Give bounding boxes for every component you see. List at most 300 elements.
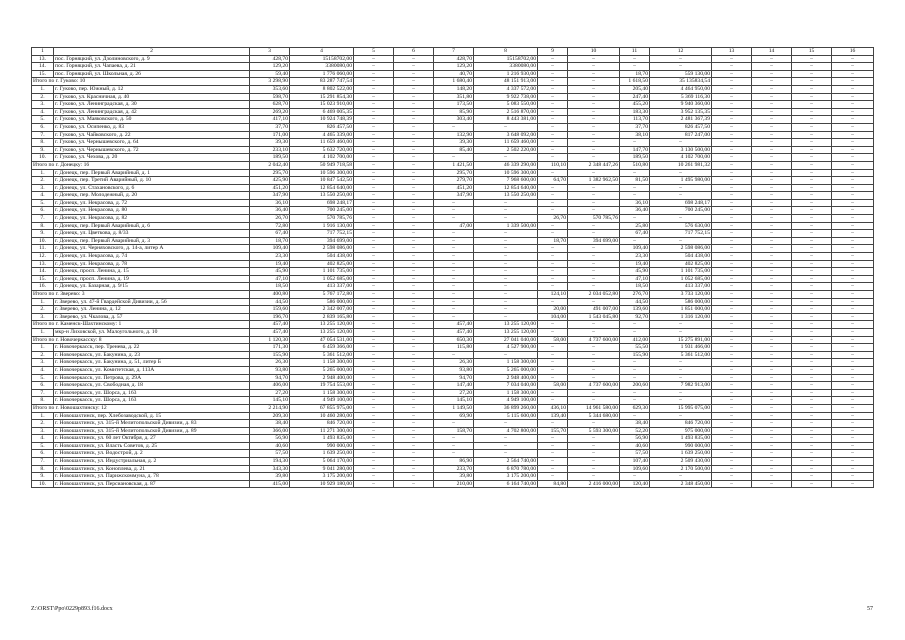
table-cell: 12 854 640,00	[290, 184, 354, 192]
table-cell: –	[538, 328, 568, 336]
table-cell: –	[354, 397, 394, 405]
table-cell: –	[620, 63, 650, 71]
table-cell: –	[434, 253, 474, 261]
address-cell: г. Новошахтинск, ул. 315-й Мелитопольской Дивизии, д. 83	[54, 420, 250, 428]
table-cell: –	[832, 245, 874, 253]
subtotal-row	[32, 291, 874, 299]
table-cell: –	[538, 260, 568, 268]
row-number-cell: 4.	[32, 192, 54, 200]
table-cell: –	[620, 473, 650, 481]
table-cell: 15158702,00	[474, 55, 538, 63]
table-cell: –	[568, 465, 620, 473]
table-row	[32, 458, 874, 466]
table-cell: 26,30	[434, 359, 474, 367]
table-cell: 27,20	[434, 389, 474, 397]
table-cell: 23,30	[620, 253, 650, 261]
table-cell: –	[354, 192, 394, 200]
table-cell: –	[538, 63, 568, 71]
table-cell: 69,90	[434, 412, 474, 420]
table-cell: –	[354, 389, 394, 397]
table-cell: 2 348 450,00	[650, 480, 712, 488]
table-cell: 107,40	[620, 458, 650, 466]
table-cell: –	[650, 63, 712, 71]
table-cell: 436,10	[538, 404, 568, 412]
address-cell: г. Донецк, ул. Некрасова, д. 78	[54, 260, 250, 268]
table-cell: –	[474, 420, 538, 428]
table-cell: –	[538, 199, 568, 207]
table-cell: –	[832, 184, 874, 192]
table-cell: –	[712, 260, 752, 268]
table-cell: –	[752, 389, 792, 397]
table-cell: –	[568, 199, 620, 207]
table-cell: –	[712, 101, 752, 109]
table-cell: –	[394, 268, 434, 276]
table-cell: 13 255 120,00	[290, 321, 354, 329]
table-cell: 36,40	[620, 207, 650, 215]
table-row	[32, 359, 874, 367]
table-cell: –	[568, 146, 620, 154]
row-number-cell: 9.	[32, 230, 54, 238]
table-cell: –	[712, 139, 752, 147]
table-cell: 2 516 870,00	[474, 108, 538, 116]
table-cell: –	[538, 321, 568, 329]
table-cell: –	[538, 442, 568, 450]
table-cell: 155,90	[250, 351, 290, 359]
row-number-cell: 8.	[32, 397, 54, 405]
row-number-cell: 13.	[32, 55, 54, 63]
table-cell: 1 421,50	[434, 161, 474, 169]
table-cell: –	[354, 351, 394, 359]
table-cell: –	[752, 199, 792, 207]
table-cell: 1 216 930,00	[474, 70, 538, 78]
table-cell: –	[568, 131, 620, 139]
table-cell: 85,40	[434, 146, 474, 154]
table-cell: –	[712, 359, 752, 367]
table-cell: –	[752, 207, 792, 215]
table-cell: 37,70	[620, 123, 650, 131]
table-cell: –	[354, 78, 394, 86]
table-cell: –	[538, 253, 568, 261]
table-cell: –	[474, 123, 538, 131]
column-number-cell: 14	[752, 48, 792, 56]
table-row	[32, 412, 874, 420]
table-cell: –	[752, 366, 792, 374]
table-cell: 15 291 854,30	[290, 93, 354, 101]
table-cell: 1 916 130,00	[290, 222, 354, 230]
table-cell: 155,70	[538, 427, 568, 435]
table-cell: –	[538, 55, 568, 63]
table-cell: 343,30	[250, 465, 290, 473]
row-number-cell: 6.	[32, 123, 54, 131]
address-cell: г. Гуково, ул. Чернышевского, д. 72	[54, 146, 250, 154]
table-cell: –	[354, 55, 394, 63]
table-cell: –	[792, 131, 832, 139]
address-cell: г. Донецк, пер. Третий Аварийный, д. 10	[54, 177, 250, 185]
table-cell: 40,60	[250, 442, 290, 450]
table-cell: –	[434, 420, 474, 428]
table-cell: –	[568, 245, 620, 253]
address-cell: г. Новочеркасск, ул. Шорса, д. 163	[54, 389, 250, 397]
table-cell: 47,00	[434, 222, 474, 230]
table-cell: –	[752, 275, 792, 283]
table-cell: –	[832, 389, 874, 397]
table-cell: –	[474, 291, 538, 299]
table-cell: –	[434, 298, 474, 306]
table-cell: 491 007,00	[568, 306, 620, 314]
table-cell: –	[474, 245, 538, 253]
row-number-cell: 12.	[32, 253, 54, 261]
table-cell: –	[832, 169, 874, 177]
table-cell: 45,90	[250, 268, 290, 276]
address-cell: мкр-н Лиховской, ул. Малоугольного, д. 10	[54, 328, 250, 336]
table-cell: –	[712, 70, 752, 78]
table-cell: 3 733 120,00	[650, 291, 712, 299]
table-cell: –	[538, 275, 568, 283]
table-cell: –	[568, 123, 620, 131]
table-cell: 5 593 300,00	[568, 427, 620, 435]
table-cell: –	[354, 253, 394, 261]
table-row	[32, 215, 874, 223]
table-cell: –	[394, 116, 434, 124]
address-cell: г. Зверево, ул. Ленина, д. 12	[54, 306, 250, 314]
table-cell: 6 870 780,00	[474, 465, 538, 473]
table-cell: –	[538, 268, 568, 276]
address-cell: пос. Горняцкий, ул. Школьная, д. 26	[54, 70, 250, 78]
table-cell: –	[752, 154, 792, 162]
row-number-cell: 3.	[32, 184, 54, 192]
table-cell: –	[650, 55, 712, 63]
table-cell: 35 135834,54	[650, 78, 712, 86]
table-cell: –	[354, 298, 394, 306]
table-cell: –	[832, 480, 874, 488]
table-cell: –	[752, 420, 792, 428]
table-cell: –	[752, 260, 792, 268]
table-cell: –	[712, 435, 752, 443]
table-cell: 38,40	[620, 420, 650, 428]
table-cell: 457,40	[434, 328, 474, 336]
column-number-cell: 5	[354, 48, 394, 56]
table-cell: 72,80	[250, 222, 290, 230]
table-cell: –	[752, 427, 792, 435]
table-cell: –	[538, 298, 568, 306]
table-cell: –	[792, 321, 832, 329]
table-cell: 413 337,00	[290, 283, 354, 291]
address-cell: г. Гуково, ул. Красничная, д. 40	[54, 93, 250, 101]
table-cell: –	[354, 63, 394, 71]
table-cell: –	[712, 93, 752, 101]
table-cell: –	[354, 268, 394, 276]
table-cell: –	[792, 146, 832, 154]
table-cell: –	[832, 101, 874, 109]
table-cell: –	[568, 351, 620, 359]
row-number-cell: 9.	[32, 146, 54, 154]
table-cell: 412,00	[620, 336, 650, 344]
table-cell: 415,00	[250, 480, 290, 488]
table-cell: –	[538, 78, 568, 86]
table-cell: –	[650, 192, 712, 200]
table-cell: –	[568, 85, 620, 93]
row-number-cell: 6.	[32, 450, 54, 458]
file-path: Z:\ORST\Ppo\0229p893.f16.docx	[31, 606, 113, 612]
table-row	[32, 473, 874, 481]
table-cell: 5 115 600,00	[474, 412, 538, 420]
table-cell: –	[792, 458, 832, 466]
table-cell: 147,70	[620, 146, 650, 154]
subtotal-row	[32, 161, 874, 169]
table-cell: 145,10	[250, 397, 290, 405]
table-cell: –	[394, 177, 434, 185]
row-number-cell: 8.	[32, 465, 54, 473]
table-cell: 295,70	[250, 169, 290, 177]
table-cell: –	[792, 85, 832, 93]
row-number-cell: 15.	[32, 275, 54, 283]
table-cell: –	[712, 344, 752, 352]
table-cell: 18,70	[538, 237, 568, 245]
table-row	[32, 442, 874, 450]
table-cell: 27 041 040,00	[474, 336, 538, 344]
table-cell: 269,20	[250, 108, 290, 116]
table-cell: –	[752, 359, 792, 367]
table-cell: –	[792, 473, 832, 481]
table-cell: –	[792, 245, 832, 253]
table-cell: –	[832, 359, 874, 367]
row-number-cell: 14.	[32, 268, 54, 276]
table-cell: –	[792, 313, 832, 321]
table-cell: 2 564 740,00	[474, 458, 538, 466]
table-cell: –	[712, 465, 752, 473]
table-cell: 10 929 180,00	[290, 480, 354, 488]
table-cell: 990 000,00	[650, 442, 712, 450]
table-cell: –	[792, 55, 832, 63]
table-cell: –	[620, 215, 650, 223]
table-row	[32, 245, 874, 253]
table-cell: –	[474, 268, 538, 276]
table-cell: 4 527 900,00	[474, 344, 538, 352]
table-cell: 846 720,00	[650, 420, 712, 428]
address-cell: г. Донецк, просп. Ленина, д. 19	[54, 275, 250, 283]
table-cell: –	[792, 207, 832, 215]
table-cell: –	[354, 154, 394, 162]
table-cell: 4 465 339,00	[290, 131, 354, 139]
table-cell: –	[752, 450, 792, 458]
table-cell: –	[712, 313, 752, 321]
table-cell: –	[832, 123, 874, 131]
table-row	[32, 63, 874, 71]
table-cell: –	[354, 344, 394, 352]
table-cell: 10 460 280,00	[290, 412, 354, 420]
table-cell: –	[568, 275, 620, 283]
row-number-cell: 7.	[32, 389, 54, 397]
table-cell: 11 659 460,00	[474, 139, 538, 147]
table-cell: –	[752, 123, 792, 131]
table-cell: –	[712, 366, 752, 374]
address-cell: г. Гуково, ул. Ленинградская, д. 42	[54, 108, 250, 116]
table-cell: –	[752, 230, 792, 238]
table-cell: 38,10	[620, 131, 650, 139]
table-cell: –	[394, 161, 434, 169]
row-number-cell: 13.	[32, 260, 54, 268]
address-cell: г. Новочеркасск, ул. Бакунина, д. 23	[54, 351, 250, 359]
table-cell: –	[354, 404, 394, 412]
row-number-cell: 7.	[32, 215, 54, 223]
table-row	[32, 237, 874, 245]
address-cell: г. Новошахтинск, ул. Индустриальная, д. 2	[54, 458, 250, 466]
table-cell: –	[832, 260, 874, 268]
table-cell: –	[568, 283, 620, 291]
table-cell: –	[394, 139, 434, 147]
table-cell: –	[752, 116, 792, 124]
table-cell: –	[394, 123, 434, 131]
table-cell: –	[712, 253, 752, 261]
table-cell: –	[538, 458, 568, 466]
table-cell: 12 854 640,00	[474, 184, 538, 192]
table-cell: –	[474, 215, 538, 223]
document-page	[31, 47, 873, 488]
table-cell: –	[650, 473, 712, 481]
table-cell: 650,30	[434, 336, 474, 344]
table-cell: 39,30	[250, 139, 290, 147]
table-cell: –	[568, 260, 620, 268]
table-cell: 425,90	[250, 177, 290, 185]
table-cell: 13 255 120,00	[290, 328, 354, 336]
table-cell: 158,70	[434, 427, 474, 435]
address-cell: г. Новошахтинск, ул. Коноплева, д. 21	[54, 465, 250, 473]
table-cell: –	[752, 131, 792, 139]
table-cell: 3 648 092,00	[474, 131, 538, 139]
table-cell: –	[394, 473, 434, 481]
table-cell: –	[394, 55, 434, 63]
table-cell: –	[752, 177, 792, 185]
table-cell: –	[792, 70, 832, 78]
subtotal-label: Итого по г. Новошахтинску: 12	[32, 404, 250, 412]
table-cell: –	[394, 199, 434, 207]
table-cell: –	[568, 328, 620, 336]
table-cell: –	[394, 344, 434, 352]
table-cell: 5 344 680,00	[568, 412, 620, 420]
table-cell: 4 949 100,00	[290, 397, 354, 405]
table-cell: –	[792, 435, 832, 443]
address-cell: г. Новошахтинск, пер. Хлебозаводской, д. 15	[54, 412, 250, 420]
table-cell: 5 767 172,80	[290, 291, 354, 299]
table-row	[32, 397, 874, 405]
table-cell: –	[434, 313, 474, 321]
table-cell: –	[354, 442, 394, 450]
table-cell: –	[394, 146, 434, 154]
table-cell: –	[394, 313, 434, 321]
table-cell: –	[394, 442, 434, 450]
table-cell: 171,30	[250, 344, 290, 352]
table-cell: 400,80	[250, 291, 290, 299]
address-cell: г. Зверево, ул. 47-й Гвардейской Дивизии, д. 56	[54, 298, 250, 306]
table-cell: –	[474, 230, 538, 238]
row-number-cell: 5.	[32, 116, 54, 124]
table-cell: –	[752, 215, 792, 223]
table-cell: –	[792, 427, 832, 435]
address-cell: г. Донецк, ул. Некрасова, д. 82	[54, 215, 250, 223]
table-cell: 353,60	[250, 85, 290, 93]
table-cell: 5 361 512,00	[290, 351, 354, 359]
table-cell: –	[354, 101, 394, 109]
table-cell: 3 175 200,00	[474, 473, 538, 481]
table-cell: –	[394, 192, 434, 200]
table-cell: –	[620, 321, 650, 329]
table-cell: –	[752, 458, 792, 466]
table-cell: –	[568, 374, 620, 382]
table-cell: –	[474, 207, 538, 215]
table-cell: –	[712, 321, 752, 329]
table-cell: 4 337 572,00	[474, 85, 538, 93]
row-number-cell: 3.	[32, 427, 54, 435]
table-cell: 37,70	[250, 123, 290, 131]
table-cell: –	[434, 450, 474, 458]
table-cell: –	[712, 420, 752, 428]
table-cell: –	[568, 366, 620, 374]
table-cell: 109,40	[620, 245, 650, 253]
column-number-cell: 7	[434, 48, 474, 56]
table-cell: –	[752, 161, 792, 169]
table-cell: –	[354, 420, 394, 428]
table-cell: –	[394, 351, 434, 359]
table-cell: –	[394, 70, 434, 78]
table-cell: 85,90	[434, 108, 474, 116]
table-cell: –	[568, 458, 620, 466]
row-number-cell: 1.	[32, 344, 54, 352]
address-cell: г. Донецк, ул. Базарная, д. 9/15	[54, 283, 250, 291]
table-cell: –	[752, 70, 792, 78]
table-row	[32, 177, 874, 185]
table-cell: –	[354, 480, 394, 488]
table-cell: –	[752, 139, 792, 147]
table-row	[32, 253, 874, 261]
table-cell: 451,20	[434, 184, 474, 192]
table-cell: –	[712, 192, 752, 200]
table-cell: –	[538, 207, 568, 215]
column-number-cell: 12	[650, 48, 712, 56]
table-cell: –	[354, 184, 394, 192]
table-cell: –	[354, 237, 394, 245]
table-cell: –	[394, 283, 434, 291]
table-cell: 1 543 045,80	[568, 313, 620, 321]
table-cell: –	[568, 55, 620, 63]
table-cell: 629,30	[620, 404, 650, 412]
table-cell: –	[792, 260, 832, 268]
table-cell: –	[434, 306, 474, 314]
table-cell: 1 931 466,00	[650, 344, 712, 352]
table-cell: –	[650, 184, 712, 192]
table-cell: 7 982 913,00	[650, 382, 712, 390]
table-cell: 4 702 800,00	[474, 427, 538, 435]
table-cell: 1 101 735,00	[650, 268, 712, 276]
table-cell: –	[712, 85, 752, 93]
table-cell: –	[712, 230, 752, 238]
table-cell: –	[752, 268, 792, 276]
table-cell: –	[752, 169, 792, 177]
row-number-cell: 10.	[32, 154, 54, 162]
table-cell: –	[650, 412, 712, 420]
row-number-cell: 8.	[32, 139, 54, 147]
table-cell: 8 802 522,00	[290, 85, 354, 93]
table-cell: 109,40	[250, 245, 290, 253]
table-cell: –	[792, 161, 832, 169]
table-cell: –	[712, 328, 752, 336]
table-cell: –	[752, 291, 792, 299]
table-cell: 1 618,50	[620, 78, 650, 86]
table-cell: –	[394, 404, 434, 412]
table-cell: 113,70	[620, 116, 650, 124]
table-cell: –	[712, 291, 752, 299]
column-number-cell: 16	[832, 48, 874, 56]
table-cell: –	[832, 344, 874, 352]
